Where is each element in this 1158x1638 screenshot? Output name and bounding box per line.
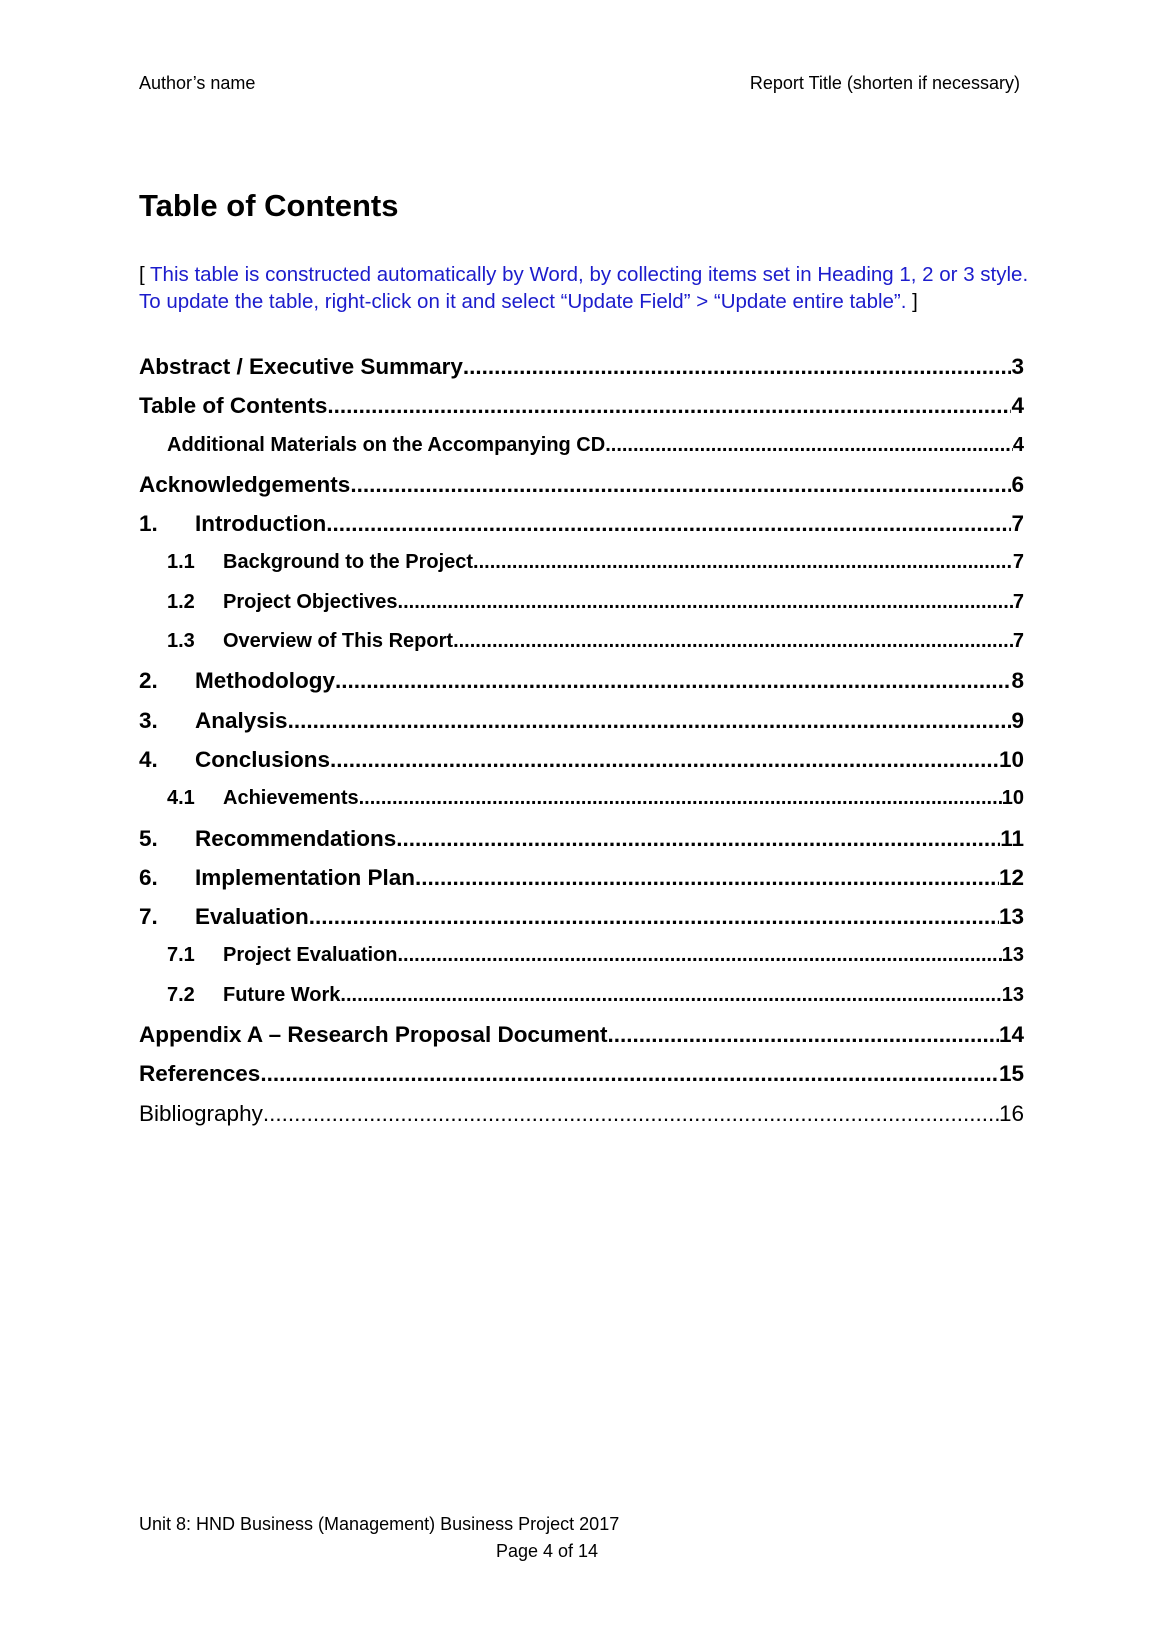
footer-page-number: Page 4 of 14 <box>495 1541 599 1561</box>
toc-page-number: 6 <box>1011 471 1024 497</box>
page-title: Table of Contents <box>139 188 399 223</box>
toc-leader-dots <box>605 426 1013 465</box>
toc-page-number: 10 <box>1001 787 1024 810</box>
toc-leader-dots <box>350 465 1011 504</box>
toc-page-number: 4 <box>1012 433 1024 456</box>
toc-entry-recommendations[interactable] <box>139 819 1024 858</box>
toc-entry-number: 7.1 <box>167 944 195 967</box>
toc-entry-text: Future Work <box>223 983 341 1006</box>
toc-entry-bibliography[interactable] <box>139 1094 1024 1133</box>
toc-entry-number: 2. <box>139 668 158 694</box>
toc-page-number: 16 <box>998 1100 1024 1126</box>
toc-leader-dots <box>463 347 1012 386</box>
toc-entry-future-work[interactable] <box>139 976 1024 1015</box>
toc-entry-implementation-plan[interactable] <box>139 858 1024 897</box>
toc-leader-dots <box>288 701 1012 740</box>
toc-entry-text: Additional Materials on the Accompanying CD <box>167 433 606 456</box>
toc-leader-dots <box>335 661 1012 700</box>
toc-page-number: 3 <box>1011 354 1024 379</box>
toc-page-number: 4 <box>1011 393 1024 419</box>
toc-entry-abstract[interactable] <box>139 347 1024 386</box>
toc-entry-number: 4. <box>139 746 158 772</box>
toc-page-number: 13 <box>1001 983 1024 1006</box>
toc-entry-acknowledgements[interactable] <box>139 465 1024 504</box>
toc-entry-text: Abstract / Executive Summary <box>139 354 463 379</box>
toc-entry-text: Project Objectives <box>223 590 398 613</box>
toc-entry-number: 1.2 <box>167 590 195 613</box>
toc-leader-dots <box>326 504 1011 543</box>
note-text: This table is constructed automatically by Word, by collecting items set in Heading 1, 2 or 3 style. To update the table, right-click on it and select “Update Field” > “Update entire table”. <box>139 263 1029 313</box>
header-author-name: Author’s name <box>139 73 256 93</box>
toc-entry-additional-materials[interactable] <box>139 426 1024 465</box>
toc-entry-text: Implementation Plan <box>195 864 416 890</box>
toc-page-number: 14 <box>998 1022 1024 1048</box>
toc-entry-text: Recommendations <box>195 825 397 851</box>
toc-leader-dots <box>340 976 1001 1015</box>
toc-entry-number: 4.1 <box>167 787 195 810</box>
toc-leader-dots <box>398 583 1013 622</box>
toc-entry-references[interactable] <box>139 1054 1024 1093</box>
toc-leader-dots <box>398 936 1002 975</box>
toc-entry-text: Project Evaluation <box>223 944 398 967</box>
toc-entry-number: 1.3 <box>167 630 195 653</box>
toc-entry-text: Table of Contents <box>139 393 328 419</box>
toc-page-number: 13 <box>998 904 1024 930</box>
toc-entry-text: Acknowledgements <box>139 471 351 497</box>
toc-entry-text: Bibliography <box>139 1100 263 1126</box>
toc-entry-number: 3. <box>139 707 158 733</box>
toc-page-number: 15 <box>998 1061 1024 1087</box>
toc-entry-text: Overview of This Report <box>223 630 454 653</box>
toc-page-number: 7 <box>1012 590 1024 613</box>
toc-page-number: 7 <box>1012 630 1024 653</box>
toc-entry-text: Evaluation <box>195 904 309 930</box>
table-of-contents <box>139 347 1024 1133</box>
toc-entry-background[interactable] <box>139 543 1024 582</box>
toc-entry-project-objectives[interactable] <box>139 583 1024 622</box>
toc-entry-achievements[interactable] <box>139 779 1024 818</box>
footer-unit-title: Unit 8: HND Business (Management) Business Project 2017 <box>139 1514 620 1534</box>
toc-leader-dots <box>473 543 1013 582</box>
toc-entry-text: Conclusions <box>195 746 331 772</box>
toc-entry-analysis[interactable] <box>139 701 1024 740</box>
toc-entry-project-evaluation[interactable] <box>139 936 1024 975</box>
toc-entry-text: Methodology <box>195 668 335 694</box>
toc-entry-text: References <box>139 1061 261 1087</box>
toc-leader-dots <box>260 1054 999 1093</box>
toc-page-number: 13 <box>1001 944 1024 967</box>
toc-leader-dots <box>359 779 1002 818</box>
toc-entry-number: 1.1 <box>167 551 195 574</box>
toc-entry-appendix-a[interactable] <box>139 1015 1024 1054</box>
toc-entry-text: Analysis <box>195 707 288 733</box>
toc-leader-dots <box>309 897 999 936</box>
instruction-note <box>139 261 1034 315</box>
toc-leader-dots <box>607 1015 999 1054</box>
toc-leader-dots <box>263 1094 999 1133</box>
toc-entry-text: Background to the Project <box>223 551 474 574</box>
toc-entry-number: 7.2 <box>167 983 195 1006</box>
toc-page-number: 12 <box>998 864 1024 890</box>
toc-page-number: 8 <box>1011 668 1024 694</box>
note-open-bracket: [ <box>139 263 151 286</box>
toc-entry-table-of-contents[interactable] <box>139 386 1024 425</box>
toc-entry-overview[interactable] <box>139 622 1024 661</box>
toc-entry-number: 7. <box>139 904 158 930</box>
toc-entry-text: Introduction <box>195 511 327 537</box>
toc-page-number: 7 <box>1012 551 1024 574</box>
toc-entry-text: Appendix A – Research Proposal Document <box>139 1022 608 1048</box>
toc-entry-evaluation[interactable] <box>139 897 1024 936</box>
toc-leader-dots <box>330 740 999 779</box>
toc-entry-conclusions[interactable] <box>139 740 1024 779</box>
toc-page-number: 9 <box>1011 707 1024 733</box>
toc-entry-number: 6. <box>139 864 158 890</box>
toc-entry-text: Achievements <box>223 787 359 810</box>
toc-leader-dots <box>327 386 1011 425</box>
toc-page-number: 11 <box>1000 825 1024 851</box>
toc-entry-number: 1. <box>139 511 158 537</box>
toc-entry-introduction[interactable] <box>139 504 1024 543</box>
toc-leader-dots <box>415 858 999 897</box>
toc-page-number: 7 <box>1011 511 1024 537</box>
toc-leader-dots <box>396 819 1000 858</box>
note-close-bracket: ] <box>906 290 918 313</box>
toc-entry-number: 5. <box>139 825 158 851</box>
toc-page-number: 10 <box>998 746 1024 772</box>
toc-leader-dots <box>453 622 1013 661</box>
toc-entry-methodology[interactable] <box>139 661 1024 700</box>
header-report-title: Report Title (shorten if necessary) <box>749 73 1020 93</box>
